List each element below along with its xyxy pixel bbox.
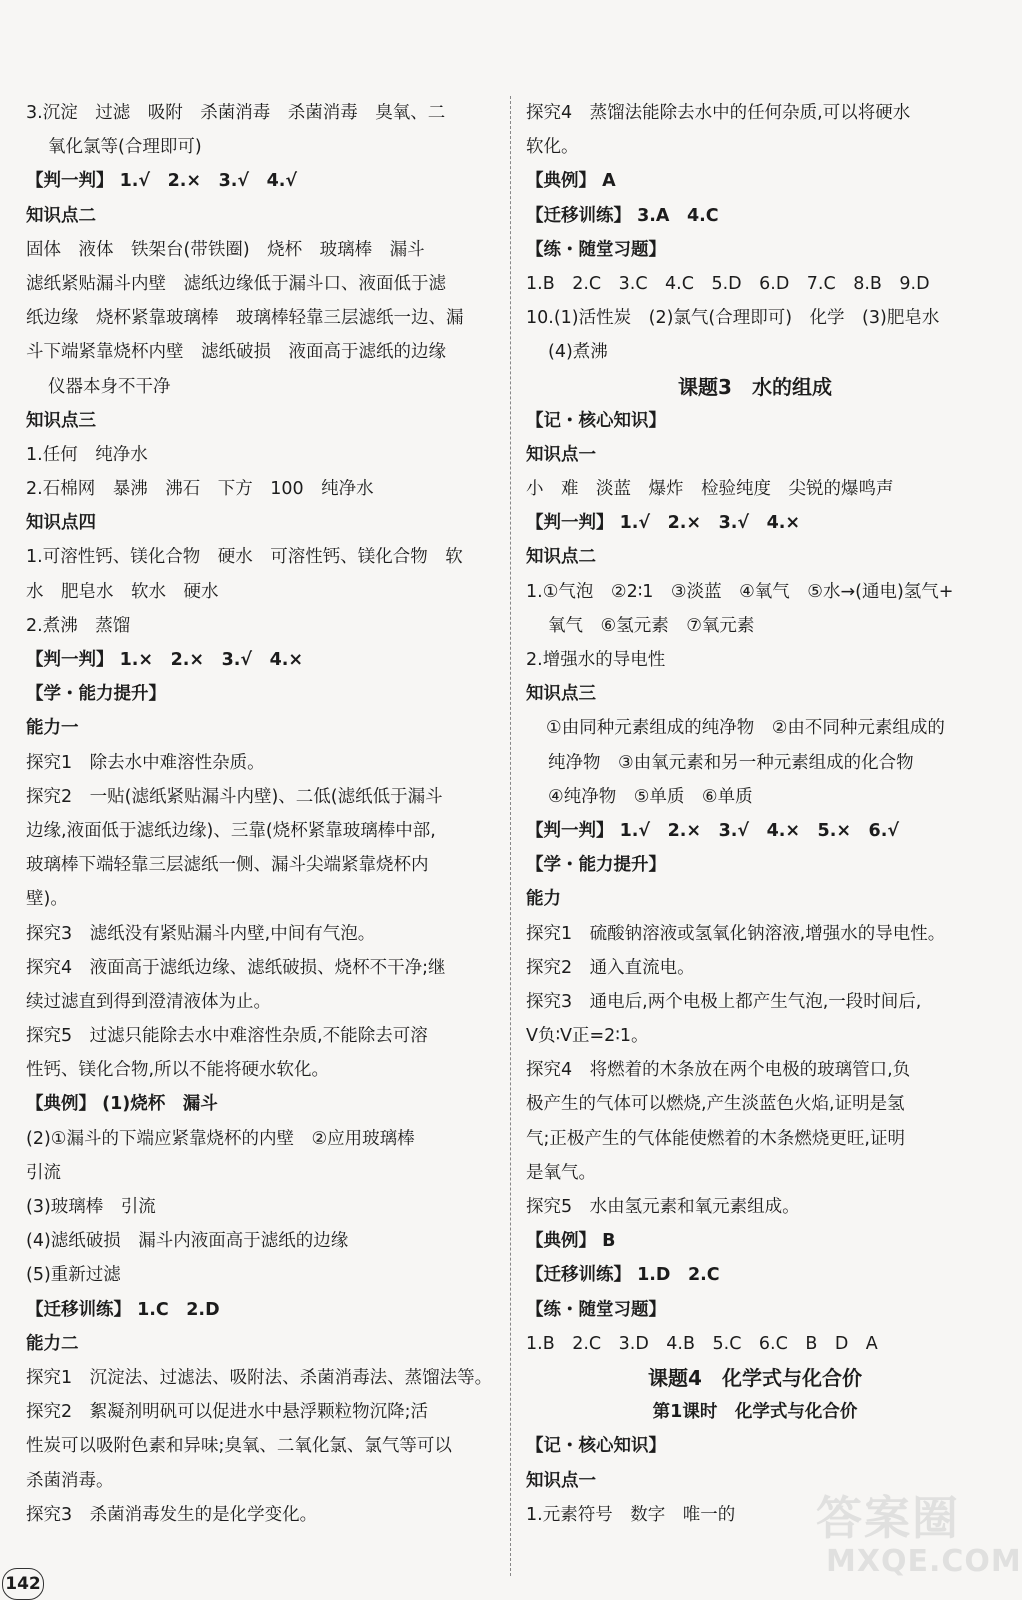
left-line: 1.可溶性钙、镁化合物 硬水 可溶性钙、镁化合物 软 [26, 547, 463, 568]
left-line: 水 肥皂水 软水 硬水 [26, 581, 219, 602]
left-line: 知识点三 [26, 410, 96, 431]
right-line: V负∶V正=2∶1。 [526, 1026, 649, 1047]
right-line: 探究4 将燃着的木条放在两个电极的玻璃管口,负 [526, 1060, 911, 1081]
right-line: 【练・随堂习题】 [526, 239, 666, 260]
watermark-logo [806, 1482, 1022, 1592]
right-line: 2.增强水的导电性 [526, 650, 666, 670]
left-line: 【判一判】 1.× 2.× 3.√ 4.× [26, 650, 304, 670]
left-line: 斗下端紧靠烧杯内壁 滤纸破损 液面高于滤纸的边缘 [26, 342, 446, 363]
left-line: 能力二 [26, 1333, 79, 1354]
left-line: 边缘,液面低于滤纸边缘)、三靠(烧杯紧靠玻璃棒中部, [26, 820, 436, 841]
right-line: 知识点一 [526, 1470, 596, 1491]
left-line: 1.任何 纯净水 [26, 444, 148, 465]
right-line: 气;正极产生的气体能使燃着的木条燃烧更旺,证明 [526, 1128, 905, 1149]
right-line: 探究4 蒸馏法能除去水中的任何杂质,可以将硬水 [526, 103, 911, 123]
right-line: 1.B 2.C 3.C 4.C 5.D 6.D 7.C 8.B 9.D [526, 273, 930, 294]
left-line: 探究4 液面高于滤纸边缘、滤纸破损、烧杯不干净;继 [26, 957, 446, 978]
left-line: 【迁移训练】 1.C 2.D [26, 1299, 220, 1320]
left-line: 性炭可以吸附色素和异味;臭氧、二氧化氯、氯气等可以 [26, 1436, 452, 1457]
right-line: 软化。 [526, 137, 579, 158]
left-line: 续过滤直到得到澄清液体为止。 [26, 991, 271, 1012]
right-line: 【记・核心知识】 [526, 1436, 666, 1457]
left-line: 探究3 杀菌消毒发生的是化学变化。 [26, 1504, 318, 1525]
right-line: 小 难 淡蓝 爆炸 检验纯度 尖锐的爆鸣声 [526, 479, 894, 500]
right-line: 第1课时 化学式与化合价 [652, 1402, 858, 1423]
left-line: (3)玻璃棒 引流 [26, 1197, 156, 1217]
right-line: 1.B 2.C 3.D 4.B 5.C 6.C B D A [526, 1333, 878, 1354]
left-line: 知识点四 [26, 513, 96, 534]
right-line: 能力 [526, 889, 561, 910]
right-line: (4)煮沸 [548, 342, 608, 363]
right-line: 是氧气。 [526, 1162, 596, 1183]
right-line: 1.①气泡 ②2∶1 ③淡蓝 ④氧气 ⑤水→(通电)氢气+ [526, 581, 954, 602]
left-line: 性钙、镁化合物,所以不能将硬水软化。 [26, 1060, 330, 1081]
left-line: 能力一 [26, 718, 79, 739]
right-line: 【学・能力提升】 [526, 855, 666, 876]
left-line: 【典例】 (1)烧杯 漏斗 [26, 1094, 218, 1115]
right-line: 【典例】 A [526, 171, 616, 192]
right-line: 知识点三 [526, 684, 596, 705]
right-line: 课题4 化学式与化合价 [648, 1365, 862, 1390]
right-line: 探究2 通入直流电。 [526, 957, 695, 978]
right-line: 【迁移训练】 1.D 2.C [526, 1265, 720, 1286]
left-line: (4)滤纸破损 漏斗内液面高于滤纸的边缘 [26, 1231, 349, 1252]
left-line: 探究1 除去水中难溶性杂质。 [26, 752, 265, 773]
right-line: 知识点二 [526, 547, 596, 568]
right-line: 【记・核心知识】 [526, 410, 666, 431]
left-line: 【判一判】 1.√ 2.× 3.√ 4.√ [26, 171, 298, 192]
right-line: 【典例】 B [526, 1231, 616, 1252]
left-line: 3.沉淀 过滤 吸附 杀菌消毒 杀菌消毒 臭氧、二 [26, 103, 446, 123]
right-line: 10.(1)活性炭 (2)氯气(合理即可) 化学 (3)肥皂水 [526, 308, 940, 329]
right-line: 探究3 通电后,两个电极上都产生气泡,一段时间后, [526, 991, 922, 1012]
right-line: 氧气 ⑥氢元素 ⑦氧元素 [548, 615, 755, 636]
right-line: 【迁移训练】 3.A 4.C [526, 205, 719, 226]
watermark-bottom: MXQE.COM [826, 1544, 1022, 1579]
right-line: 1.元素符号 数字 唯一的 [526, 1504, 736, 1525]
right-line: ①由同种元素组成的纯净物 ②由不同种元素组成的 [546, 718, 945, 739]
left-line: 仪器本身不干净 [48, 376, 171, 397]
left-line: 壁)。 [26, 889, 68, 910]
left-line: (5)重新过滤 [26, 1265, 121, 1286]
right-line: 探究5 水由氢元素和氧元素组成。 [526, 1197, 800, 1217]
watermark-top: 答案圈 [816, 1491, 960, 1545]
right-line: ④纯净物 ⑤单质 ⑥单质 [548, 786, 753, 807]
left-line: 探究2 絮凝剂明矾可以促进水中悬浮颗粒物沉降;活 [26, 1402, 429, 1423]
right-line: 知识点一 [526, 444, 596, 465]
right-line: 【判一判】 1.√ 2.× 3.√ 4.× [526, 513, 801, 534]
right-line: 【练・随堂习题】 [526, 1299, 666, 1320]
column-divider [510, 96, 511, 1576]
left-line: 玻璃棒下端轻靠三层滤纸一侧、漏斗尖端紧靠烧杯内 [26, 855, 429, 876]
right-column [526, 96, 984, 1532]
left-line: 探究3 滤纸没有紧贴漏斗内壁,中间有气泡。 [26, 923, 376, 944]
left-column [26, 96, 498, 1532]
left-line: 探究2 一贴(滤纸紧贴漏斗内壁)、二低(滤纸低于漏斗 [26, 786, 443, 807]
left-line: 【学・能力提升】 [26, 684, 166, 705]
left-line: 引流 [26, 1162, 61, 1183]
left-line: 探究1 沉淀法、过滤法、吸附法、杀菌消毒法、蒸馏法等。 [26, 1367, 493, 1388]
right-line: 极产生的气体可以燃烧,产生淡蓝色火焰,证明是氢 [526, 1094, 905, 1115]
right-line: 课题3 水的组成 [678, 374, 832, 399]
right-line: 【判一判】 1.√ 2.× 3.√ 4.× 5.× 6.√ [526, 820, 900, 841]
left-line: (2)①漏斗的下端应紧靠烧杯的内壁 ②应用玻璃棒 [26, 1128, 415, 1149]
left-line: 知识点二 [26, 205, 96, 226]
left-line: 氧化氯等(合理即可) [48, 137, 202, 158]
left-line: 探究5 过滤只能除去水中难溶性杂质,不能除去可溶 [26, 1026, 428, 1047]
page-number: 142 [2, 1568, 44, 1600]
left-line: 滤纸紧贴漏斗内壁 滤纸边缘低于漏斗口、液面低于滤 [26, 273, 446, 294]
left-line: 2.煮沸 蒸馏 [26, 615, 131, 636]
left-line: 杀菌消毒。 [26, 1470, 114, 1491]
right-line: 纯净物 ③由氧元素和另一种元素组成的化合物 [548, 752, 914, 773]
right-line: 探究1 硫酸钠溶液或氢氧化钠溶液,增强水的导电性。 [526, 923, 946, 944]
left-line: 纸边缘 烧杯紧靠玻璃棒 玻璃棒轻靠三层滤纸一边、漏 [26, 308, 464, 329]
left-line: 固体 液体 铁架台(带铁圈) 烧杯 玻璃棒 漏斗 [26, 239, 425, 260]
left-line: 2.石棉网 暴沸 沸石 下方 100 纯净水 [26, 479, 374, 500]
